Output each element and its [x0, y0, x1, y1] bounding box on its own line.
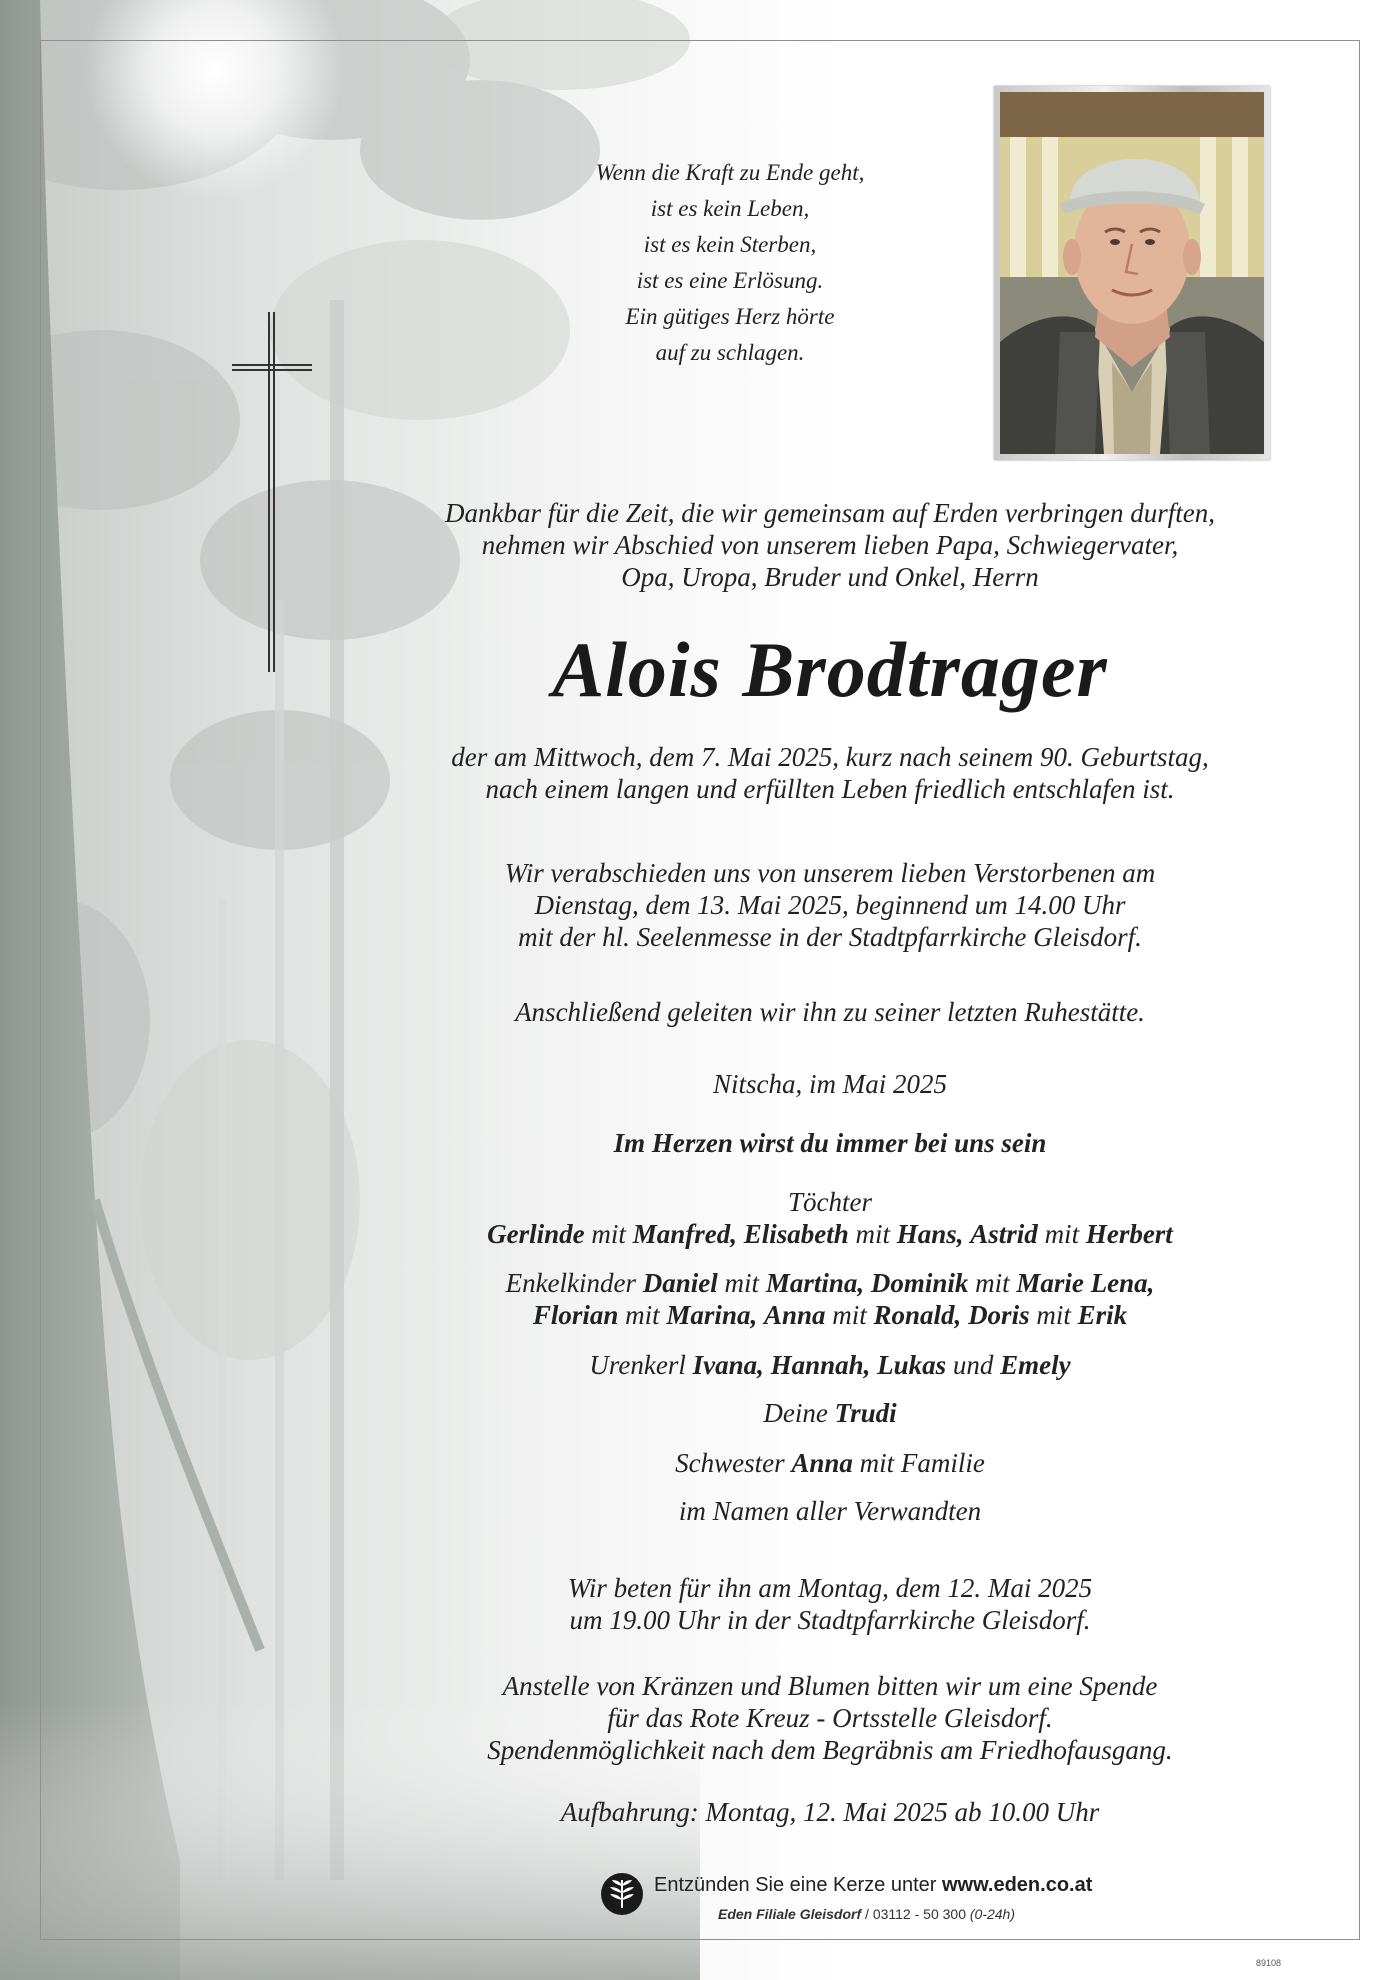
poem-line: auf zu schlagen. — [655, 340, 805, 365]
deceased-name: Alois Brodtrager — [552, 626, 1108, 713]
family-name: Florian — [532, 1300, 619, 1330]
great-grandchildren-label: Urenkerl — [589, 1350, 686, 1380]
intro-line: Opa, Uropa, Bruder und Onkel, Herrn — [621, 562, 1039, 592]
family-partner — [360, 1397, 1300, 1429]
motto — [360, 1127, 1300, 1159]
family-name: Marie Lena, — [1016, 1268, 1155, 1298]
partner-line — [360, 1397, 1300, 1429]
relatives-line: im Namen aller Verwandten — [678, 1496, 982, 1526]
connector: mit — [724, 1268, 760, 1298]
prayer-text — [360, 1572, 1300, 1636]
eden-url-link[interactable]: www.eden.co.at — [941, 1874, 1093, 1896]
cross-icon — [232, 312, 312, 672]
farewell-line: Dienstag, dem 13. Mai 2025, beginnend um 14.00 Uhr — [534, 890, 1126, 920]
death-text — [360, 741, 1300, 805]
donation-line: Anstelle von Kränzen und Blumen bitten wir um eine Spende — [502, 1671, 1158, 1701]
place-date-line: Nitscha, im Mai 2025 — [713, 1069, 947, 1099]
connector: mit — [591, 1219, 626, 1249]
family-name: Marina, — [666, 1300, 758, 1330]
death-line: nach einem langen und erfüllten Leben friedlich entschlafen ist. — [485, 774, 1175, 804]
family-name: Manfred, — [632, 1219, 737, 1249]
family-great-grandchildren — [360, 1349, 1300, 1381]
family-name: Hans, — [896, 1219, 964, 1249]
family-name: Anna — [791, 1448, 853, 1478]
family-relatives — [360, 1495, 1300, 1527]
branch-phone: / 03112 - 50 300 — [865, 1906, 966, 1922]
viewing-text — [360, 1796, 1300, 1828]
connector: mit — [832, 1300, 867, 1330]
intro-line: nehmen wir Abschied von unserem lieben Papa, Schwiegervater, — [481, 530, 1179, 560]
branch-info — [718, 1906, 1015, 1922]
poem-line: Wenn die Kraft zu Ende geht, — [595, 160, 865, 185]
sister-label: Schwester — [675, 1448, 785, 1478]
family-name: Daniel — [642, 1268, 718, 1298]
daughters-label: Töchter — [788, 1187, 872, 1217]
partner-label: Deine — [763, 1398, 828, 1428]
sister-suffix: mit Familie — [859, 1448, 985, 1478]
sister-line — [360, 1447, 1300, 1479]
portrait-frame — [994, 86, 1270, 460]
poem-line: ist es kein Sterben, — [643, 232, 817, 257]
family-name: Anna — [763, 1300, 826, 1330]
connector: mit — [855, 1219, 890, 1249]
viewing-line: Aufbahrung: Montag, 12. Mai 2025 ab 10.00 Uhr — [560, 1797, 1100, 1827]
family-name: Trudi — [834, 1398, 897, 1428]
prayer-line: um 19.00 Uhr in der Stadtpfarrkirche Gleisdorf. — [569, 1605, 1091, 1635]
farewell-text — [360, 857, 1300, 953]
connector: und — [952, 1350, 994, 1380]
family-name: Doris — [968, 1300, 1030, 1330]
motto-line: Im Herzen wirst du immer bei uns sein — [613, 1128, 1047, 1158]
family-name: Martina, — [765, 1268, 865, 1298]
family-name: Emely — [1000, 1350, 1071, 1380]
family-name: Herbert — [1085, 1219, 1173, 1249]
connector: mit — [975, 1268, 1010, 1298]
poem-line: ist es kein Leben, — [650, 196, 810, 221]
family-daughters — [360, 1186, 1300, 1250]
print-code: 89108 — [1256, 1958, 1282, 1968]
place-date — [360, 1068, 1300, 1100]
farewell-line: Wir verabschieden uns von unserem lieben Verstorbenen am — [504, 858, 1156, 888]
daughters-line — [360, 1218, 1300, 1250]
family-name: Ronald, — [873, 1300, 962, 1330]
family-name: Elisabeth — [743, 1219, 849, 1249]
death-line: der am Mittwoch, dem 7. Mai 2025, kurz nach seinem 90. Geburtstag, — [451, 742, 1209, 772]
candle-link-text — [654, 1874, 1092, 1897]
burial-line: Anschließend geleiten wir ihn zu seiner letzten Ruhestätte. — [515, 997, 1145, 1027]
family-sister — [360, 1447, 1300, 1479]
donation-line: für das Rote Kreuz - Ortsstelle Gleisdorf. — [607, 1703, 1053, 1733]
poem — [500, 155, 960, 371]
portrait-photo — [1000, 92, 1264, 454]
farewell-line: mit der hl. Seelenmesse in der Stadtpfarrkirche Gleisdorf. — [518, 922, 1142, 952]
connector: mit — [1044, 1219, 1080, 1249]
poem-line: Ein gütiges Herz hörte — [625, 304, 835, 329]
great-grandchildren-line — [360, 1349, 1300, 1381]
burial-text — [360, 996, 1300, 1028]
connector: mit — [625, 1300, 660, 1330]
branch-name: Eden Filiale Gleisdorf — [718, 1906, 862, 1922]
family-name: Astrid — [970, 1219, 1038, 1249]
family-name: Erik — [1077, 1300, 1128, 1330]
poem-line: ist es eine Erlösung. — [636, 268, 824, 293]
family-name: Dominik — [870, 1268, 969, 1298]
donation-text — [360, 1670, 1300, 1766]
family-grandchildren — [360, 1267, 1300, 1331]
eden-logo-icon — [600, 1872, 644, 1916]
footer — [600, 1870, 1160, 1930]
branch-hours: (0-24h) — [969, 1906, 1016, 1922]
candle-text: Entzünden Sie eine Kerze unter — [654, 1874, 937, 1896]
family-name: Ivana, Hannah, Lukas — [692, 1350, 947, 1380]
intro-text — [360, 497, 1300, 593]
connector: mit — [1036, 1300, 1071, 1330]
family-name: Gerlinde — [487, 1219, 585, 1249]
donation-line: Spendenmöglichkeit nach dem Begräbnis am Friedhofausgang. — [487, 1735, 1173, 1765]
prayer-line: Wir beten für ihn am Montag, dem 12. Mai 2025 — [567, 1573, 1093, 1603]
grandchildren-line — [360, 1267, 1300, 1299]
grandchildren-line — [360, 1299, 1300, 1331]
grandchildren-label: Enkelkinder — [505, 1268, 637, 1298]
intro-line: Dankbar für die Zeit, die wir gemeinsam auf Erden verbringen durften, — [445, 498, 1215, 528]
